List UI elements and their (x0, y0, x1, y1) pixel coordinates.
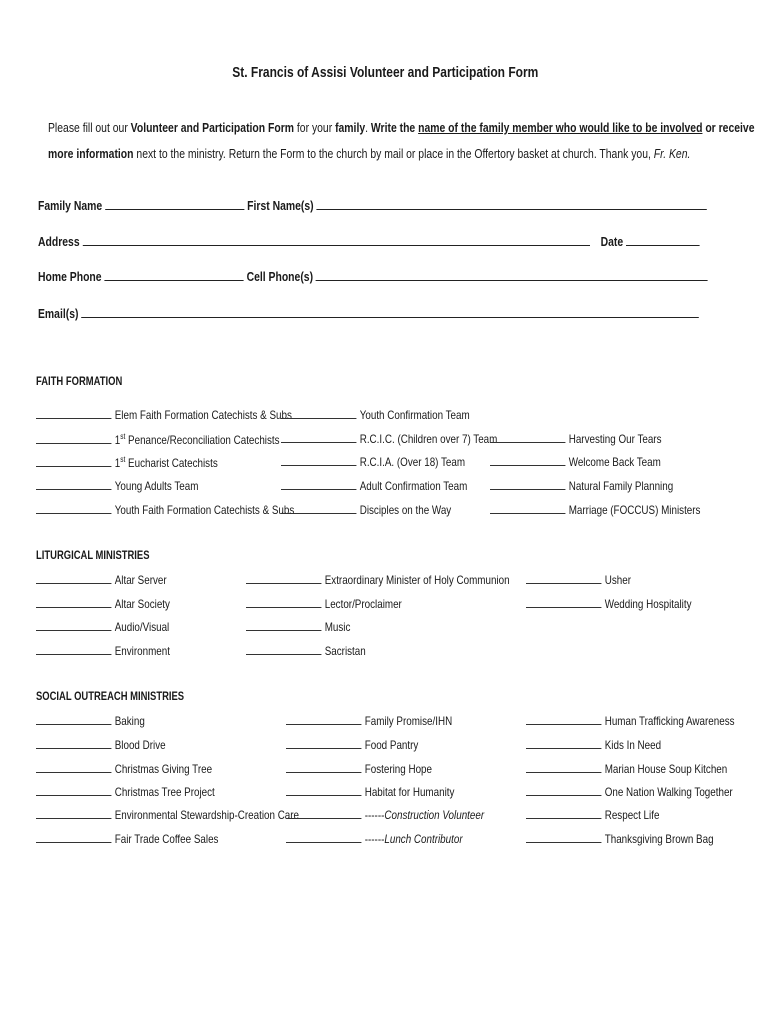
signup-line[interactable] (286, 808, 361, 819)
list-item[interactable]: ------Construction Volunteer (286, 808, 484, 822)
list-item[interactable]: One Nation Walking Together (526, 785, 733, 799)
family-name-row (38, 198, 707, 213)
list-item[interactable]: Habitat for Humanity (286, 785, 454, 799)
date-field[interactable] (626, 234, 700, 246)
signup-line[interactable] (286, 738, 361, 749)
signup-line[interactable] (36, 762, 111, 773)
signup-line[interactable] (246, 620, 321, 631)
intro-text-1: Please fill out our (48, 120, 131, 135)
list-item[interactable]: Marian House Soup Kitchen (526, 762, 727, 776)
intro-underlined: name of the family member who would like to be involved (418, 120, 703, 135)
list-item[interactable]: Adult Confirmation Team (281, 479, 467, 493)
signup-line[interactable] (526, 714, 601, 725)
signup-line[interactable] (36, 714, 111, 725)
list-item[interactable]: Elem Faith Formation Catechists & Subs (36, 408, 292, 422)
intro-more-info: more information (48, 146, 134, 161)
list-item[interactable]: Marriage (FOCCUS) Ministers (490, 503, 700, 517)
family-name-field[interactable] (105, 198, 244, 210)
signup-line[interactable] (36, 808, 111, 819)
list-item[interactable]: 1st Penance/Reconciliation Catechists (36, 432, 280, 447)
list-item[interactable]: Respect Life (526, 808, 659, 822)
intro-form-name: Volunteer and Participation Form (130, 120, 295, 135)
signup-line[interactable] (490, 503, 565, 514)
list-item[interactable]: Natural Family Planning (490, 479, 673, 493)
intro-line-2 (48, 146, 690, 161)
signup-line[interactable] (526, 808, 601, 819)
list-item[interactable]: R.C.I.A. (Over 18) Team (281, 455, 465, 469)
list-item[interactable]: Audio/Visual (36, 620, 169, 634)
address-row (38, 234, 700, 249)
signup-line[interactable] (246, 573, 321, 584)
page-title (0, 64, 770, 81)
phone-row (38, 269, 708, 284)
signup-line[interactable] (36, 408, 111, 419)
first-names-field[interactable] (317, 198, 707, 210)
list-item[interactable]: Christmas Giving Tree (36, 762, 212, 776)
signup-line[interactable] (281, 503, 356, 514)
list-item[interactable]: ------Lunch Contributor (286, 832, 463, 846)
signup-line[interactable] (490, 432, 565, 443)
home-phone-label: Home Phone (38, 269, 102, 284)
signup-line[interactable] (526, 597, 601, 608)
signup-line[interactable] (246, 644, 321, 655)
list-item[interactable]: Lector/Proclaimer (246, 597, 402, 611)
faith-formation-heading: FAITH FORMATION (36, 376, 123, 388)
address-label: Address (38, 234, 80, 249)
social-outreach-heading: SOCIAL OUTREACH MINISTRIES (36, 691, 185, 703)
signup-line[interactable] (36, 832, 111, 843)
signup-line[interactable] (281, 408, 356, 419)
signup-line[interactable] (36, 479, 111, 490)
list-item[interactable]: Young Adults Team (36, 479, 198, 493)
signup-line[interactable] (36, 738, 111, 749)
liturgical-heading: LITURGICAL MINISTRIES (36, 550, 150, 562)
family-name-label: Family Name (38, 198, 103, 213)
list-item[interactable]: Family Promise/IHN (286, 714, 452, 728)
list-item[interactable]: Altar Society (36, 597, 170, 611)
list-item[interactable]: Fair Trade Coffee Sales (36, 832, 218, 846)
email-row (38, 306, 699, 321)
list-item[interactable]: Welcome Back Team (490, 455, 661, 469)
intro-text-4: next to the ministry. Return the Form to the church by mail or place in the Offertory basket at church. Thank you, (133, 146, 654, 161)
first-names-label: First Name(s) (247, 198, 314, 213)
list-item[interactable]: Sacristan (246, 644, 366, 658)
signup-line[interactable] (36, 573, 111, 584)
list-item[interactable]: 1st Eucharist Catechists (36, 455, 218, 470)
intro-line-1 (48, 120, 754, 135)
signup-line[interactable] (36, 785, 111, 796)
signup-line[interactable] (286, 762, 361, 773)
list-item[interactable]: Food Pantry (286, 738, 418, 752)
list-item[interactable]: Human Trafficking Awareness (526, 714, 735, 728)
signup-line[interactable] (490, 455, 565, 466)
signup-line[interactable] (281, 432, 356, 443)
signup-line[interactable] (526, 785, 601, 796)
list-item[interactable]: Thanksgiving Brown Bag (526, 832, 714, 846)
signup-line[interactable] (526, 738, 601, 749)
signup-line[interactable] (36, 644, 111, 655)
signup-line[interactable] (286, 832, 361, 843)
date-label: Date (600, 234, 624, 249)
list-item[interactable]: Altar Server (36, 573, 167, 587)
signup-line[interactable] (526, 762, 601, 773)
list-item[interactable]: Wedding Hospitality (526, 597, 692, 611)
list-item[interactable]: Disciples on the Way (281, 503, 451, 517)
email-label: Email(s) (38, 306, 79, 321)
intro-family: family (335, 120, 366, 135)
list-item[interactable]: Youth Confirmation Team (281, 408, 470, 422)
signup-line[interactable] (526, 832, 601, 843)
cell-phone-field[interactable] (316, 269, 708, 281)
signup-line[interactable] (36, 597, 111, 608)
signup-line[interactable] (36, 620, 111, 631)
intro-signature: Fr. Ken. (653, 146, 691, 161)
list-item[interactable]: Environment (36, 644, 170, 658)
page-title-text: St. Francis of Assisi Volunteer and Participation Form (231, 64, 539, 81)
list-item[interactable]: Environmental Stewardship-Creation Care (36, 808, 299, 822)
list-item[interactable]: Harvesting Our Tears (490, 432, 662, 446)
list-item[interactable]: Extraordinary Minister of Holy Communion (246, 573, 510, 587)
intro-write-the: Write the (370, 120, 419, 135)
signup-line[interactable] (246, 597, 321, 608)
email-field[interactable] (81, 306, 699, 318)
list-item[interactable]: Baking (36, 714, 145, 728)
cell-phone-label: Cell Phone(s) (246, 269, 314, 284)
signup-line[interactable] (281, 455, 356, 466)
signup-line[interactable] (490, 479, 565, 490)
list-item[interactable]: Kids In Need (526, 738, 661, 752)
list-item[interactable]: Usher (526, 573, 631, 587)
intro-or-receive: or receive (702, 120, 755, 135)
list-item[interactable]: R.C.I.C. (Children over 7) Team (281, 432, 497, 446)
home-phone-field[interactable] (104, 269, 243, 281)
list-item[interactable]: Blood Drive (36, 738, 166, 752)
list-item[interactable]: Music (246, 620, 350, 634)
signup-line[interactable] (281, 479, 356, 490)
list-item[interactable]: Christmas Tree Project (36, 785, 215, 799)
list-item[interactable]: Youth Faith Formation Catechists & Subs (36, 503, 294, 517)
signup-line[interactable] (286, 785, 361, 796)
signup-line[interactable] (36, 456, 111, 467)
intro-text-2: for your (294, 120, 336, 135)
address-field[interactable] (83, 234, 590, 246)
intro-text-3: . (365, 120, 371, 135)
list-item[interactable]: Fostering Hope (286, 762, 432, 776)
signup-line[interactable] (36, 503, 111, 514)
signup-line[interactable] (526, 573, 601, 584)
signup-line[interactable] (36, 433, 111, 444)
signup-line[interactable] (286, 714, 361, 725)
